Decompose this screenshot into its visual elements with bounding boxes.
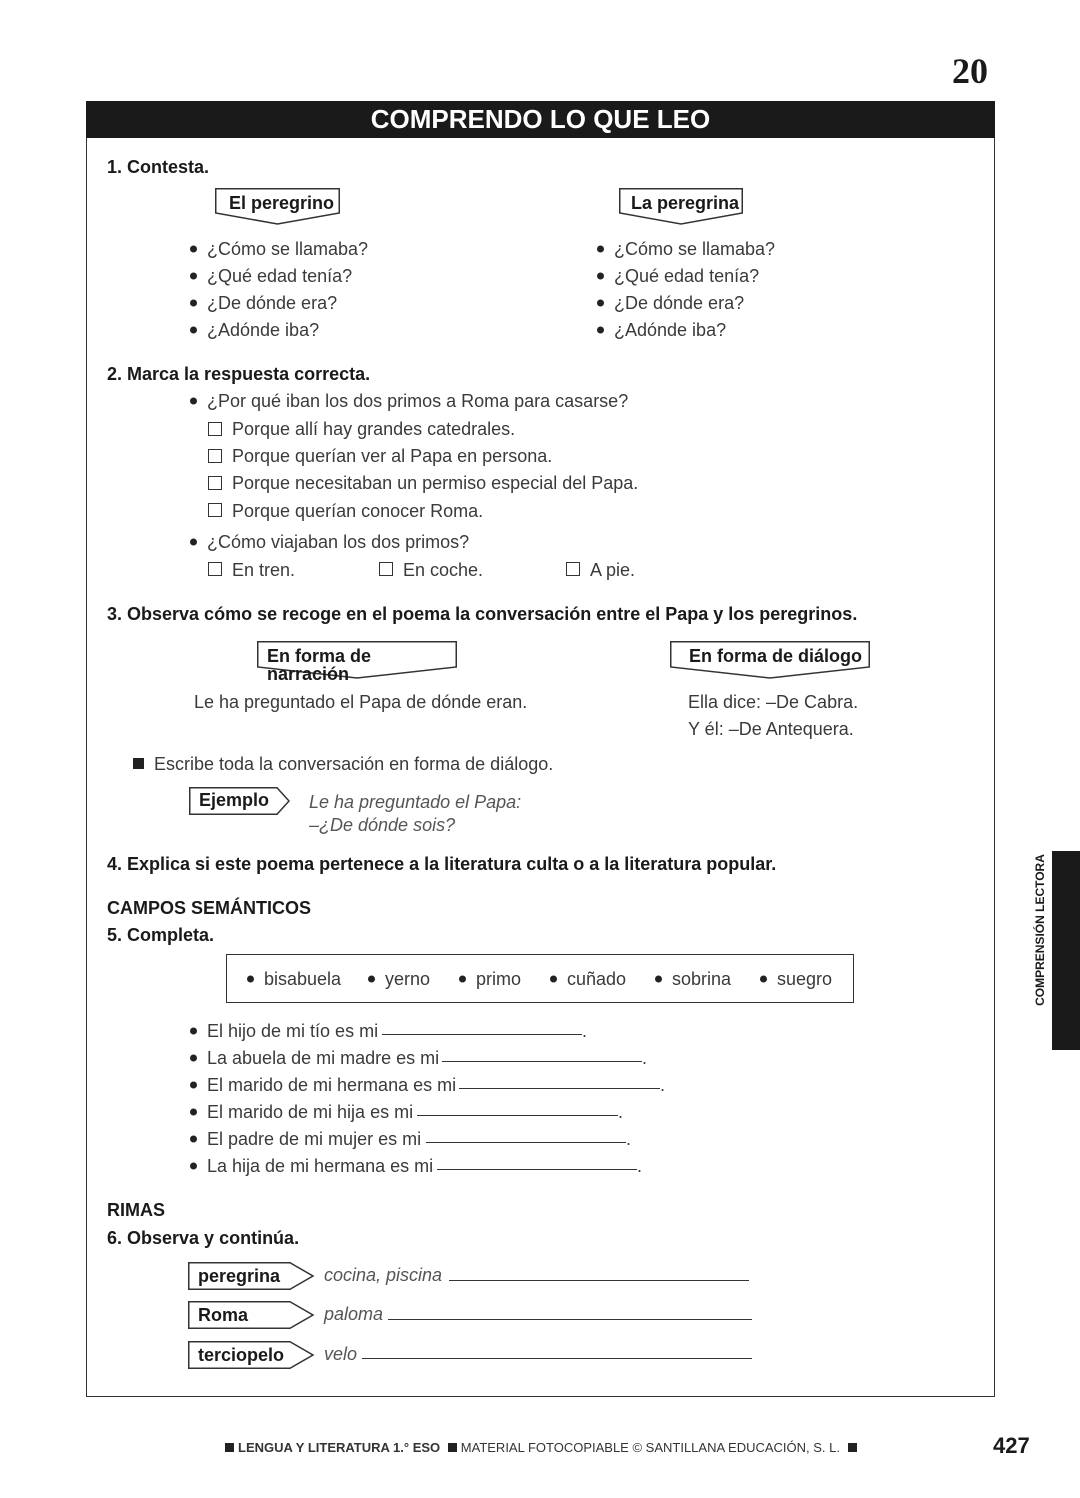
rhyme-tag [188, 1341, 314, 1369]
label-la-peregrina [619, 188, 743, 225]
label-text: En forma de diálogo [689, 646, 863, 666]
footer [225, 1441, 857, 1454]
q5-heading: 5. Completa. [107, 925, 215, 945]
side-tab-label: COMPRENSIÓN LECTORA [1033, 854, 1047, 1006]
section-semantic-fields: CAMPOS SEMÁNTICOS [107, 898, 312, 918]
label-text: La peregrina [631, 193, 740, 213]
q1-heading: 1. Contesta. [107, 157, 210, 177]
fill-sentence: La abuela de mi madre es mi [207, 1048, 440, 1068]
period: . [660, 1075, 666, 1095]
q1-left-question: ¿Cómo se llamaba? [207, 239, 369, 259]
example-line: –¿De dónde sois? [309, 815, 456, 835]
word-bank-item: primo [476, 969, 522, 989]
word-bank-item: suegro [777, 969, 833, 989]
section-rhymes: RIMAS [107, 1200, 165, 1220]
fill-sentence: La hija de mi hermana es mi [207, 1156, 434, 1176]
checkbox[interactable] [566, 562, 580, 576]
period: . [582, 1021, 588, 1041]
option-label: Porque necesitaban un permiso especial del Papa. [232, 473, 639, 493]
answer-line[interactable] [437, 1169, 637, 1170]
tag-text: peregrina [198, 1266, 281, 1286]
square-bullet-icon [133, 758, 144, 769]
period: . [626, 1129, 632, 1149]
q3-task: Escribe toda la conversación en forma de diálogo. [154, 754, 554, 774]
q1-right-question: ¿De dónde era? [614, 293, 745, 313]
option-label: A pie. [590, 560, 636, 580]
example-line: Le ha preguntado el Papa: [309, 792, 522, 812]
fill-sentence: El marido de mi hija es mi [207, 1102, 414, 1122]
q1-right-question: ¿Qué edad tenía? [614, 266, 760, 286]
q1-right-question: ¿Adónde iba? [614, 320, 727, 340]
q2-heading: 2. Marca la respuesta correcta. [107, 364, 371, 384]
page-number: 427 [993, 1433, 1030, 1458]
q2-question-2: ¿Cómo viajaban los dos primos? [207, 532, 470, 552]
q2-question-1: ¿Por qué iban los dos primos a Roma para casarse? [207, 391, 629, 411]
word-bank-item: bisabuela [264, 969, 342, 989]
fill-sentence: El padre de mi mujer es mi [207, 1129, 422, 1149]
fill-sentence: El marido de mi hermana es mi [207, 1075, 457, 1095]
unit-number: 20 [952, 51, 988, 91]
word-bank-item: yerno [385, 969, 431, 989]
rhyme-example: paloma [324, 1304, 384, 1324]
option-label: Porque querían ver al Papa en persona. [232, 446, 553, 466]
rhyme-tag [188, 1301, 314, 1329]
period: . [637, 1156, 643, 1176]
q1-left-question: ¿Adónde iba? [207, 320, 320, 340]
option-label: Porque querían conocer Roma. [232, 501, 484, 521]
checkbox[interactable] [208, 562, 222, 576]
rhyme-example: velo [324, 1344, 358, 1364]
example-tag [189, 787, 290, 815]
q6-heading: 6. Observa y continúa. [107, 1228, 300, 1248]
option-label: En coche. [403, 560, 484, 580]
label-el-peregrino [215, 188, 340, 225]
tag-text: Roma [198, 1305, 249, 1325]
q1-left-question: ¿Qué edad tenía? [207, 266, 353, 286]
q4-heading: 4. Explica si este poema pertenece a la literatura culta o a la literatura popular. [107, 854, 777, 874]
square-bullet-icon [225, 1443, 234, 1452]
answer-line[interactable] [388, 1319, 752, 1320]
checkbox[interactable] [379, 562, 393, 576]
answer-line[interactable] [449, 1280, 749, 1281]
page-title: COMPRENDO LO QUE LEO [370, 104, 711, 134]
word-bank-item: cuñado [567, 969, 627, 989]
answer-line[interactable] [459, 1088, 660, 1089]
side-tab-bar [1052, 851, 1080, 1050]
answer-line[interactable] [417, 1115, 618, 1116]
checkbox[interactable] [208, 476, 222, 490]
tag-text: Ejemplo [199, 790, 270, 810]
checkbox[interactable] [208, 503, 222, 517]
narration-text: Le ha preguntado el Papa de dónde eran. [194, 692, 528, 712]
dialogue-line: Ella dice: –De Cabra. [688, 692, 859, 712]
q1-right-question: ¿Cómo se llamaba? [614, 239, 776, 259]
label-text: En forma de narración [267, 646, 372, 684]
rhyme-example: cocina, piscina [324, 1265, 443, 1285]
period: . [642, 1048, 648, 1068]
fill-sentence: El hijo de mi tío es mi [207, 1021, 379, 1041]
option-label: Porque allí hay grandes catedrales. [232, 419, 516, 439]
q3-heading: 3. Observa cómo se recoge en el poema la conversación entre el Papa y los peregrinos. [107, 604, 858, 624]
square-bullet-icon [448, 1443, 457, 1452]
footer-material: MATERIAL FOTOCOPIABLE © SANTILLANA EDUCACIÓN, S. L. [460, 1440, 840, 1455]
option-label: En tren. [232, 560, 296, 580]
label-narration [257, 641, 457, 684]
square-bullet-icon [848, 1443, 857, 1452]
checkbox[interactable] [208, 422, 222, 436]
footer-book: LENGUA Y LITERATURA 1.° ESO [238, 1440, 441, 1455]
title-bar [86, 101, 995, 138]
answer-line[interactable] [442, 1061, 642, 1062]
tag-text: terciopelo [198, 1345, 285, 1365]
label-text: El peregrino [229, 193, 335, 213]
answer-line[interactable] [426, 1142, 626, 1143]
q1-left-question: ¿De dónde era? [207, 293, 338, 313]
answer-line[interactable] [362, 1358, 752, 1359]
checkbox[interactable] [208, 449, 222, 463]
answer-line[interactable] [382, 1034, 582, 1035]
period: . [618, 1102, 624, 1122]
dialogue-line: Y él: –De Antequera. [688, 719, 854, 739]
label-dialogue [670, 641, 870, 679]
word-bank-item: sobrina [672, 969, 732, 989]
rhyme-tag [188, 1262, 314, 1290]
